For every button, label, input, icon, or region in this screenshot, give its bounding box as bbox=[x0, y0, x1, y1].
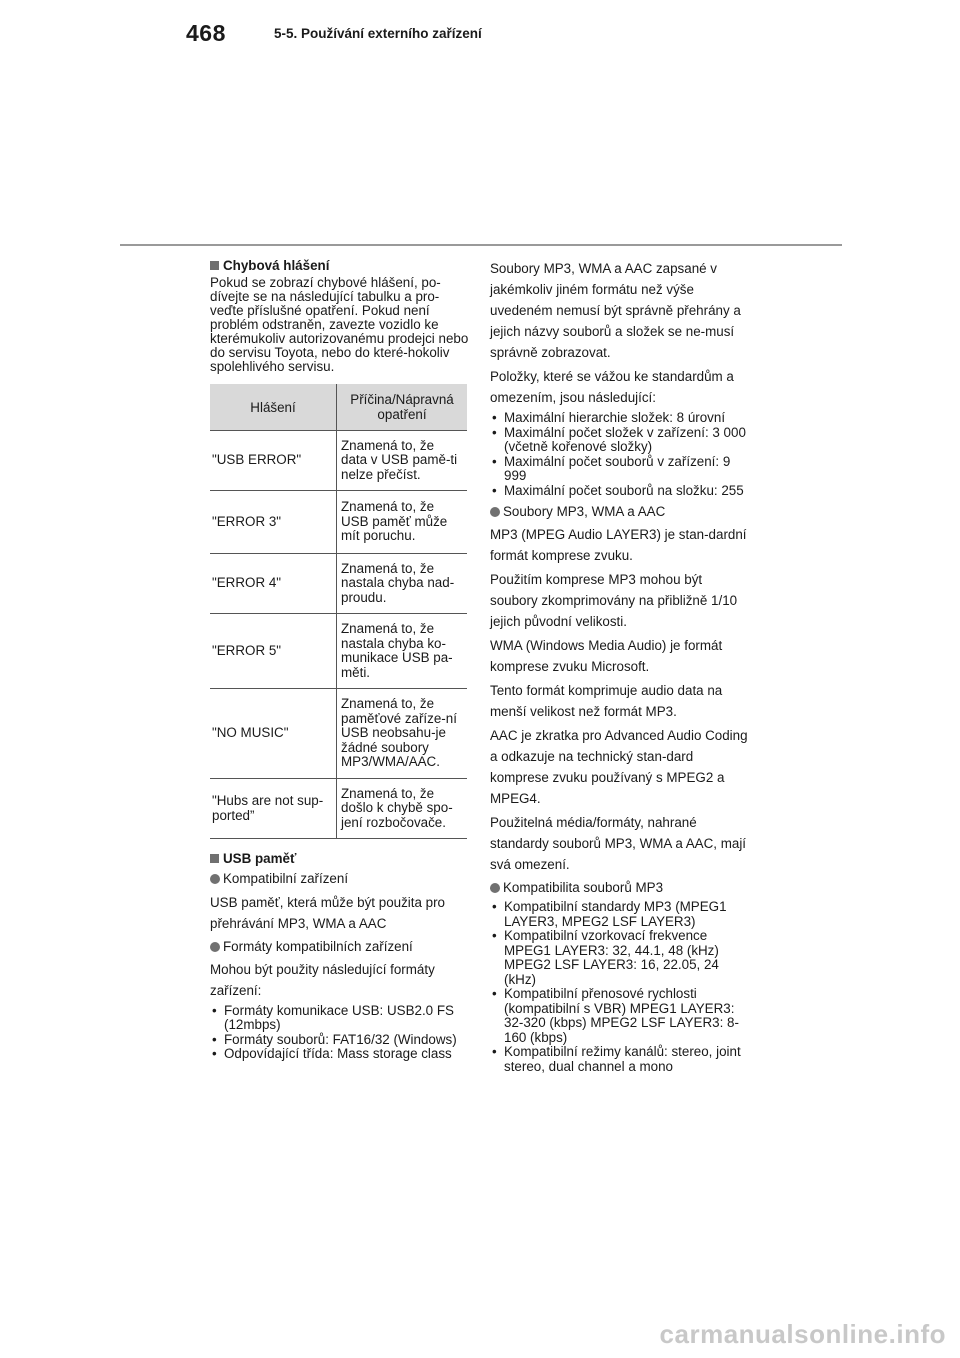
formats-list bbox=[210, 1004, 472, 1062]
square-bullet-icon bbox=[210, 854, 219, 863]
left-column bbox=[210, 258, 472, 1068]
list-item: • Formáty souborů: FAT16/32 (Windows) bbox=[210, 1033, 472, 1048]
errors-intro: Pokud se zobrazí chybové hlášení, po-dívejte se na následující tabulku a pro-veďte příslušné opatření. Pokud není problém odstraněn, zavezte vozidlo ke kterémukoliv autorizovanému prodejci nebo do servisu Toyota, nebo do které-hokoliv spolehlivého servisu. bbox=[210, 275, 469, 375]
paragraph: MP3 (MPEG Audio LAYER3) je stan-dardní formát komprese zvuku. bbox=[490, 527, 747, 564]
list-item: • Kompatibilní přenosové rychlosti (kompatibilní s VBR) MPEG1 LAYER3: 32-320 (kbps) MPEG2 LSF LAYER3: 8-160 (kbps) bbox=[490, 987, 752, 1045]
circle-bullet-icon bbox=[490, 883, 500, 893]
table-cell-cause: Znamená to, že data v USB pamě-ti nelze přečíst. bbox=[337, 431, 468, 491]
table-header-row bbox=[210, 384, 467, 431]
table-row bbox=[210, 779, 467, 839]
list-item: • Maximální počet souborů na složku: 255 bbox=[490, 484, 752, 499]
table-cell-cause: Znamená to, že paměťové zaříze-ní USB neobsahu-je žádné soubory MP3/WMA/AAC. bbox=[337, 689, 468, 779]
paragraph: Tento formát komprimuje audio data na menší velikost než formát MP3. bbox=[490, 683, 723, 720]
table-row bbox=[210, 554, 467, 614]
table-row bbox=[210, 614, 467, 689]
table-cell-message: "USB ERROR" bbox=[210, 431, 337, 491]
table-cell-cause: Znamená to, že došlo k chybě spo-jení rozbočovače. bbox=[337, 779, 468, 839]
compatible-heading: Kompatibilní zařízení bbox=[210, 871, 472, 886]
table-cell-message: "ERROR 4" bbox=[210, 554, 337, 614]
limits-list bbox=[490, 411, 752, 498]
right-column bbox=[490, 258, 752, 1080]
table-cell-message: "ERROR 5" bbox=[210, 614, 337, 689]
table-cell-message: "NO MUSIC" bbox=[210, 689, 337, 779]
error-table bbox=[210, 384, 467, 839]
paragraph: Soubory MP3, WMA a AAC zapsané v jakémkoliv jiném formátu než výše uvedeném nemusí být správně přehrány a jejich názvy souborů a složek se ne-musí správně zobrazovat. bbox=[490, 261, 741, 360]
table-header-cause: Příčina/Nápravná opatření bbox=[337, 384, 468, 431]
compatible-text: USB paměť, která může být použita pro přehrávání MP3, WMA a AAC bbox=[210, 894, 446, 931]
compat-list bbox=[490, 900, 752, 1074]
list-item: • Maximální hierarchie složek: 8 úrovní bbox=[490, 411, 752, 426]
table-cell-cause: Znamená to, že nastala chyba nad-proudu. bbox=[337, 554, 468, 614]
square-bullet-icon bbox=[210, 261, 219, 270]
paragraph: Položky, které se vážou ke standardům a omezením, jsou následující: bbox=[490, 369, 734, 405]
list-item: • Maximální počet souborů v zařízení: 9 999 bbox=[490, 455, 752, 484]
circle-bullet-icon bbox=[490, 507, 500, 517]
list-item: • Maximální počet složek v zařízení: 3 000 (včetně kořenové složky) bbox=[490, 426, 752, 455]
paragraph: AAC je zkratka pro Advanced Audio Coding a odkazuje na technický stan-dard komprese zvuku používaný s MPEG2 a MPEG4. bbox=[490, 728, 748, 807]
watermark: carmanualsonline.info bbox=[659, 1319, 946, 1349]
circle-bullet-icon bbox=[210, 874, 220, 884]
formats-heading: Formáty kompatibilních zařízení bbox=[210, 939, 472, 954]
list-item: • Kompatibilní vzorkovací frekvence MPEG1 LAYER3: 32, 44.1, 48 (kHz) MPEG2 LSF LAYER3: 16, 22.05, 24 (kHz) bbox=[490, 929, 752, 987]
table-row bbox=[210, 431, 467, 491]
table-row bbox=[210, 491, 467, 554]
paragraph: Použitelná média/formáty, nahrané standardy souborů MP3, WMA a AAC, mají svá omezení. bbox=[490, 815, 747, 873]
list-item: • Odpovídající třída: Mass storage class bbox=[210, 1047, 472, 1062]
list-item: • Kompatibilní standardy MP3 (MPEG1 LAYER3, MPEG2 LSF LAYER3) bbox=[490, 900, 752, 929]
paragraph: WMA (Windows Media Audio) je formát komprese zvuku Microsoft. bbox=[490, 638, 723, 675]
list-item: • Formáty komunikace USB: USB2.0 FS (12mbps) bbox=[210, 1004, 472, 1033]
table-header-message: Hlášení bbox=[210, 384, 337, 431]
paragraph: Použitím komprese MP3 mohou být soubory zkomprimovány na přibližně 1/10 jejich původní velikosti. bbox=[490, 572, 738, 630]
header-rule bbox=[120, 244, 842, 246]
list-item: • Kompatibilní režimy kanálů: stereo, joint stereo, dual channel a mono bbox=[490, 1045, 752, 1074]
formats-text: Mohou být použity následující formáty zařízení: bbox=[210, 961, 435, 998]
table-cell-cause: Znamená to, že nastala chyba ko-munikace USB pa-měti. bbox=[337, 614, 468, 689]
files-heading: Soubory MP3, WMA a AAC bbox=[490, 504, 752, 519]
errors-heading: Chybová hlášení bbox=[210, 258, 472, 273]
table-cell-message: "ERROR 3" bbox=[210, 491, 337, 554]
section-title: 5-5. Používání externího zařízení bbox=[274, 26, 482, 41]
table-row bbox=[210, 689, 467, 779]
page-number: 468 bbox=[186, 20, 226, 46]
table-cell-message: "Hubs are not sup-ported” bbox=[210, 779, 337, 839]
compat-heading: Kompatibilita souborů MP3 bbox=[490, 880, 752, 895]
usb-heading: USB paměť bbox=[210, 851, 472, 866]
circle-bullet-icon bbox=[210, 942, 220, 952]
table-cell-cause: Znamená to, že USB paměť může mít poruchu. bbox=[337, 491, 468, 554]
